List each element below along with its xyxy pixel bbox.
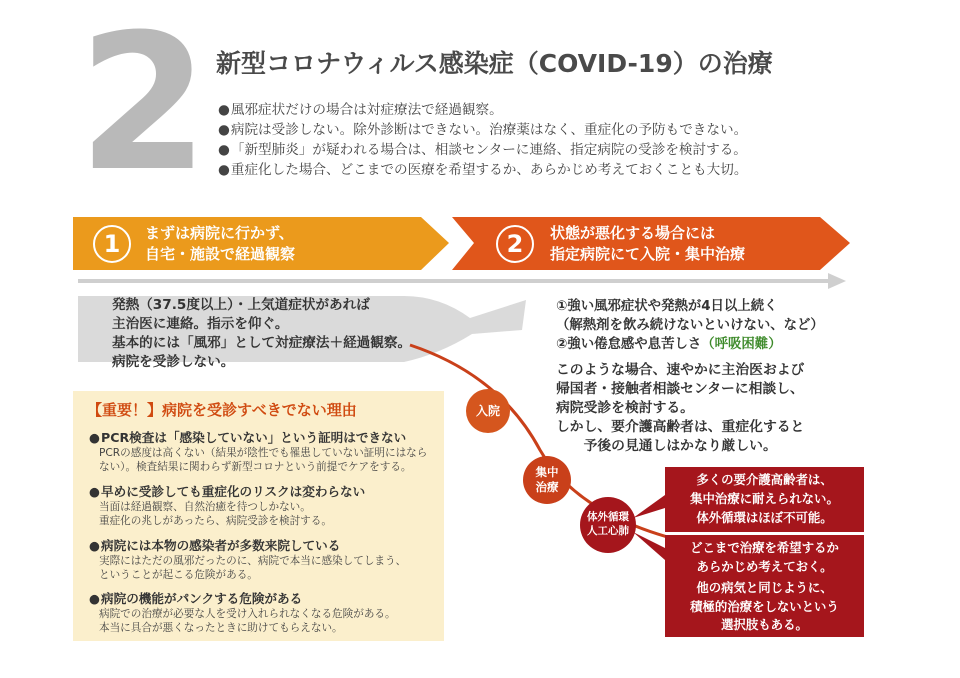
- advice-line: 病院受診を検討する。: [556, 400, 694, 416]
- stage-ecmo: [580, 497, 636, 553]
- reason-body: 当面は経過観察、自然治癒を待つしかない。: [99, 501, 311, 513]
- box-line: どこまで治療を希望するか: [690, 540, 839, 555]
- criteria-line: （解熱剤を飲み続けないといけない、など）: [556, 318, 824, 333]
- elderly-risk-box: [665, 467, 864, 532]
- bullet-item: ● 重症化した場合、どこまでの医療を希望するか、あらかじめ考えておくことも大切。: [218, 160, 747, 180]
- reason-heading: ● 早めに受診しても重症化のリスクは変わらない: [89, 481, 365, 500]
- page-title: 新型コロナウィルス感染症（COVID-19）の治療: [216, 49, 773, 78]
- criteria-main: ②強い倦怠感や息苦しさ: [556, 337, 702, 352]
- home-observation-text: [112, 296, 411, 372]
- reason-body: ない）。検査結果に関わらず新型コロナという前提でケアをする。: [99, 461, 412, 473]
- text-line: 病院を受診しない。: [112, 354, 235, 370]
- stage-admission: 入院: [466, 389, 510, 433]
- reason-body: 病院での治療が必要な人を受け入れられなくなる危険がある。: [99, 608, 396, 620]
- step1-text: [145, 223, 295, 265]
- connector-box1: [633, 495, 665, 518]
- treatment-wishes-box: [665, 535, 864, 637]
- step2-banner: [452, 217, 850, 270]
- bullet-item: ● 「新型肺炎」が疑われる場合は、相談センターに連絡、指定病院の受診を検討する。: [218, 140, 747, 160]
- section-number: 2: [78, 0, 205, 213]
- advice-line: しかし、要介護高齢者は、重症化すると: [556, 419, 805, 435]
- reason-body: 重症化の兆しがあったら、病院受診を検討する。: [99, 515, 332, 527]
- box-line: 体外循環はほぼ不可能。: [696, 510, 833, 525]
- text-line: 発熱（37.5度以上）・上気道症状があれば: [112, 297, 370, 313]
- reason-item: [89, 535, 406, 582]
- stage-ecmo-line1: 体外循環: [587, 511, 629, 523]
- text-line: 主治医に連絡。指示を仰ぐ。: [112, 316, 289, 332]
- box-line: 他の病気と同じように、: [696, 580, 833, 595]
- bullet-item: ● 風邪症状だけの場合は対症療法で経過観察。: [218, 100, 747, 120]
- step2-number: 2: [496, 225, 534, 263]
- step1-line2: 自宅・施設で経過観察: [145, 245, 296, 263]
- reason-body: 本当に具合が悪くなったときに助けてもらえない。: [99, 622, 343, 634]
- stage-ecmo-line2: 人工心肺: [587, 525, 629, 537]
- advice-line: 予後の見通しはかなり厳しい。: [556, 438, 777, 454]
- reason-body: ということが起こる危険がある。: [99, 569, 258, 581]
- criteria-green: （呼吸困難）: [701, 337, 782, 352]
- criteria-line: ①強い風邪症状や発熱が4日以上続く: [556, 299, 778, 314]
- reason-body: PCRの感度は高くない（結果が陰性でも罹患していない証明にはなら: [99, 447, 428, 459]
- timeline-line: [78, 279, 830, 283]
- reasons-panel: [73, 391, 444, 641]
- advice-line: 帰国者・接触者相談センターに相談し、: [556, 381, 804, 397]
- reasons-title: 【重要！】病院を受診すべきでない理由: [87, 401, 357, 419]
- reason-heading: ● PCR検査は「感染していない」という証明はできない: [89, 427, 427, 446]
- worsening-criteria: [556, 297, 824, 354]
- consultation-advice: [556, 361, 804, 456]
- step1-line1: まずは病院に行かず、: [145, 224, 294, 242]
- step1-banner: [73, 217, 449, 270]
- step1-number: 1: [93, 225, 131, 263]
- advice-line: このような場合、速やかに主治医および: [556, 362, 805, 378]
- step2-line2: 指定病院にて入院・集中治療: [550, 245, 746, 263]
- step2-text: [550, 223, 745, 265]
- stage-icu-line2: 治療: [535, 480, 559, 494]
- timeline-arrowhead: [828, 273, 846, 289]
- reason-item: [89, 427, 427, 474]
- box-line: 多くの要介護高齢者は、: [696, 472, 833, 487]
- reason-heading: ● 病院には本物の感染者が多数来院している: [89, 535, 406, 554]
- criteria-line: [556, 335, 824, 354]
- reason-heading: ● 病院の機能がパンクする危険がある: [89, 588, 396, 607]
- box-line: 積極的治療をしないという: [690, 598, 839, 614]
- box-line: 選択肢もある。: [721, 617, 808, 632]
- box-line: あらかじめ考えておく。: [696, 558, 833, 574]
- text-line: 基本的には「風邪」として対症療法＋経過観察。: [112, 335, 412, 351]
- reason-body: 実際にはただの風邪だったのに、病院で本当に感染してしまう、: [99, 555, 407, 567]
- step2-line1: 状態が悪化する場合には: [550, 224, 716, 242]
- stage-icu-line1: 集中: [535, 465, 559, 479]
- stage-icu: [523, 456, 571, 504]
- reason-item: [89, 481, 365, 528]
- bullet-item: ● 病院は受診しない。除外診断はできない。治療薬はなく、重症化の予防もできない。: [218, 120, 747, 140]
- reason-item: [89, 588, 396, 635]
- box-line: 集中治療に耐えられない。: [690, 491, 839, 506]
